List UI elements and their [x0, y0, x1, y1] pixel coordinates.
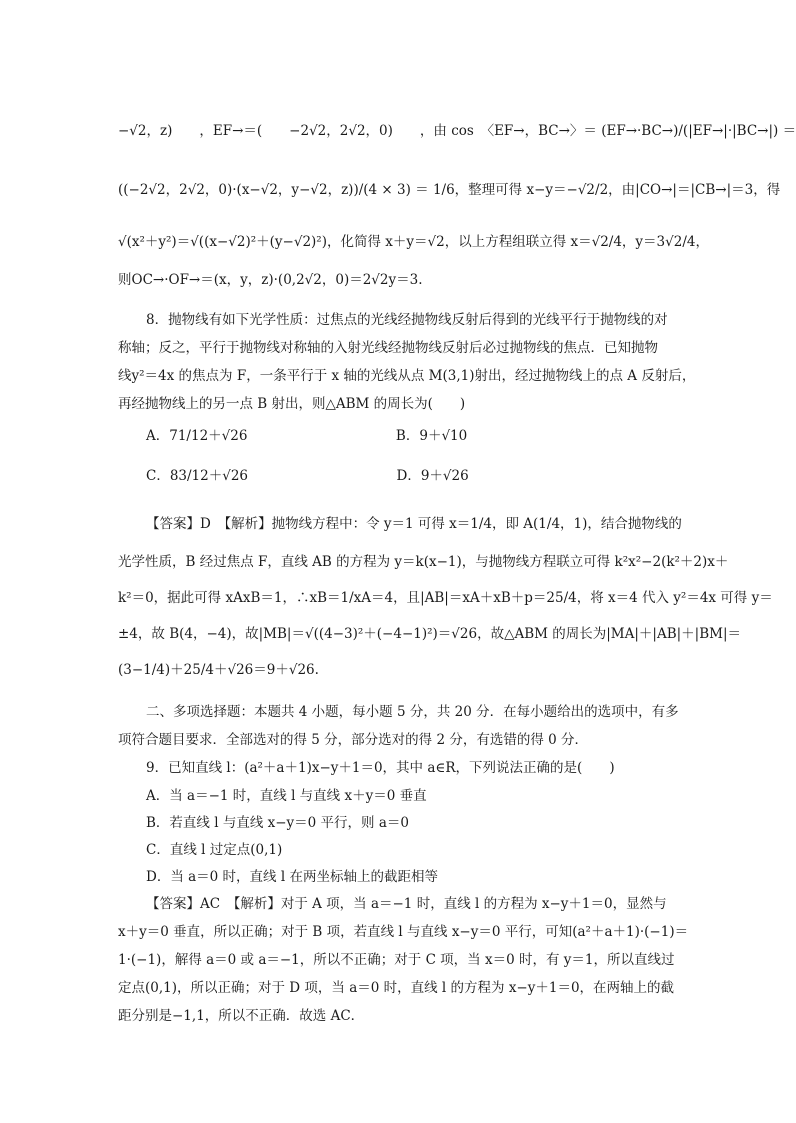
solution-line-3: √(x²＋y²)＝√((x−√2)²＋(y−√2)²)，化简得 x＋y＝√2，以上方程组联立得 x＝√2/4，y＝3√2/4，: [118, 234, 709, 250]
section-two-heading-line-1: 二、多项选择题：本题共 4 小题，每小题 5 分，共 20 分．在每小题给出的选项中，有多: [146, 704, 679, 720]
solution-line-4: 则OC→·OF→＝(x，y，z)·(0,2√2，0)＝2√2y＝3.: [118, 272, 423, 288]
solution-line-2: ((−2√2，2√2，0)·(x−√2，y−√2，z))/(4 × 3) ＝ 1/6，整理可得 x−y＝−√2/2，由|CO→|＝|CB→|＝3，得: [118, 182, 781, 198]
answer-8-line-3: k²＝0，据此可得 xAxB＝1，∴xB＝1/xA＝4，且|AB|＝xA＋xB＋p＝25/4，将 x＝4 代入 y²＝4x 可得 y＝: [118, 590, 773, 606]
section-two-heading-line-2: 项符合题目要求．全部选对的得 5 分，部分选对的得 2 分，有选错的得 0 分．: [118, 732, 589, 748]
question-8-options-ab: A．71/12＋√26 B．9＋√10: [146, 428, 468, 444]
question-8-options-cd: C．83/12＋√26 D．9＋√26: [146, 468, 469, 484]
solution-line-1: −√2，z) ，EF→＝( −2√2，2√2，0) ，由 cos 〈EF→，BC→〉＝ (EF→·BC→)/(|EF→|·|BC→|) ＝: [118, 123, 796, 139]
question-9-stem: 9．已知直线 l：(a²＋a＋1)x−y＋1＝0，其中 a∈R，下列说法正确的是( ): [146, 760, 615, 776]
answer-8-line-1: 【答案】D 【解析】抛物线方程中：令 y＝1 可得 x＝1/4，即 A(1/4，1)，结合抛物线的: [146, 516, 682, 532]
question-9-option-c: C．直线 l 过定点(0,1): [146, 842, 283, 858]
answer-9-line-3: 1·(−1)，解得 a＝0 或 a＝−1，所以不正确；对于 C 项，当 x＝0 时，有 y＝1，所以直线过: [118, 952, 675, 968]
question-8-line-1: 8．抛物线有如下光学性质：过焦点的光线经抛物线反射后得到的光线平行于抛物线的对: [146, 312, 668, 328]
question-8-line-2: 称轴；反之，平行于抛物线对称轴的入射光线经抛物线反射后必过抛物线的焦点．已知抛物: [118, 340, 658, 356]
answer-8-line-2: 光学性质，B 经过焦点 F，直线 AB 的方程为 y＝k(x−1)，与抛物线方程联立可得 k²x²−2(k²＋2)x＋: [118, 554, 729, 570]
question-9-option-b: B．若直线 l 与直线 x−y＝0 平行，则 a＝0: [146, 815, 409, 831]
answer-9-line-1: 【答案】AC 【解析】对于 A 项，当 a＝−1 时，直线 l 的方程为 x−y＋1＝0，显然与: [146, 896, 667, 912]
question-9-option-d: D．当 a＝0 时，直线 l 在两坐标轴上的截距相等: [146, 869, 438, 885]
answer-9-line-2: x＋y＝0 垂直，所以正确；对于 B 项，若直线 l 与直线 x−y＝0 平行，可知(a²＋a＋1)·(−1)＝: [118, 924, 689, 940]
answer-8-line-4: ±4，故 B(4，−4)，故|MB|＝√((4−3)²＋(−4−1)²)＝√26，故△ABM 的周长为|MA|＋|AB|＋|BM|＝: [118, 626, 742, 642]
question-9-option-a: A．当 a＝−1 时，直线 l 与直线 x＋y＝0 垂直: [146, 788, 427, 804]
answer-8-line-5: (3−1/4)＋25/4＋√26＝9＋√26.: [118, 662, 319, 678]
question-8-line-3: 线y²＝4x 的焦点为 F，一条平行于 x 轴的光线从点 M(3,1)射出，经过抛物线上的点 A 反射后，: [118, 368, 696, 384]
question-8-line-4: 再经抛物线上的另一点 B 射出，则△ABM 的周长为( ): [118, 396, 466, 412]
answer-9-line-5: 距分别是−1,1，所以不正确．故选 AC．: [118, 1008, 365, 1024]
answer-9-line-4: 定点(0,1)，所以正确；对于 D 项，当 a＝0 时，直线 l 的方程为 x−y＋1＝0，在两轴上的截: [118, 980, 675, 996]
